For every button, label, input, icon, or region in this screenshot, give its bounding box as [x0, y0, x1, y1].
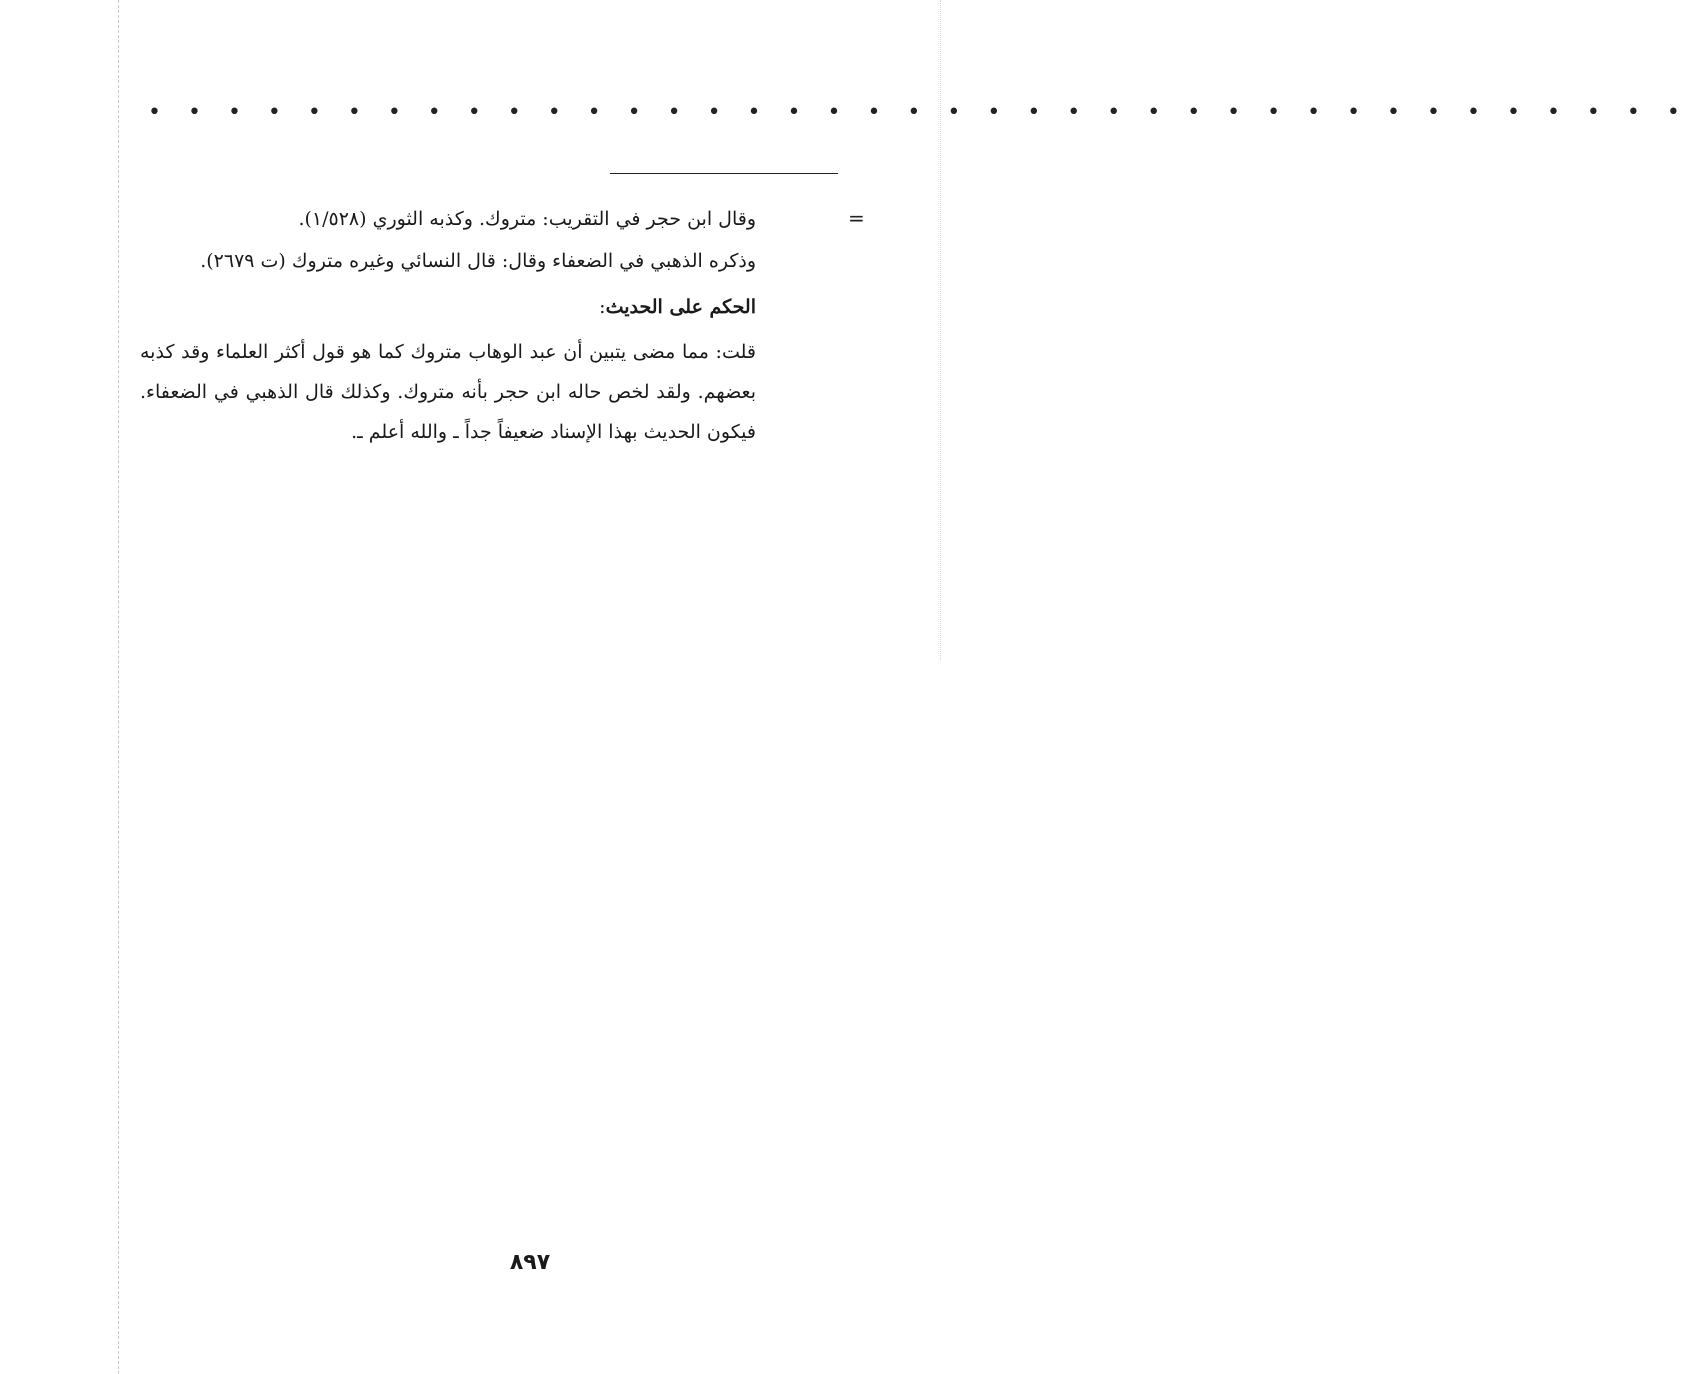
footnote-block	[140, 198, 756, 282]
footnote-separator-line	[610, 173, 838, 174]
footnote-line-2: وذكره الذهبي في الضعفاء وقال: قال النسائي وغيره متروك (ت ٢٦٧٩).	[200, 250, 756, 272]
ruling-body-text: قلت: مما مضى يتبين أن عبد الوهاب متروك كما هو قول أكثر العلماء وقد كذبه بعضهم. ولقد لخص حاله ابن حجر بأنه متروك. وكذلك قال الذهبي في الضعفاء. فيكون الحديث بهذا الإسناد ضعيفاً جداً ـ والله أعلم ـ.	[140, 341, 756, 443]
ruling-heading-text: الحكم على الحديث	[605, 296, 756, 318]
scan-left-edge	[118, 0, 119, 1374]
footnote-line-1: وقال ابن حجر في التقريب: متروك. وكذبه الثوري (١/٥٢٨).	[298, 208, 756, 230]
scan-right-edge	[940, 0, 941, 660]
ruling-heading	[140, 292, 756, 322]
page-number: ٨٩٧	[509, 1250, 551, 1275]
ruling-heading-colon: :	[599, 296, 606, 318]
footnote-continuation-mark: =	[848, 206, 865, 230]
dotted-separator: • • • • • • • • • • • • • • • • • • • • • • • • • • • • • • • • • • • • • • •	[148, 100, 1690, 125]
